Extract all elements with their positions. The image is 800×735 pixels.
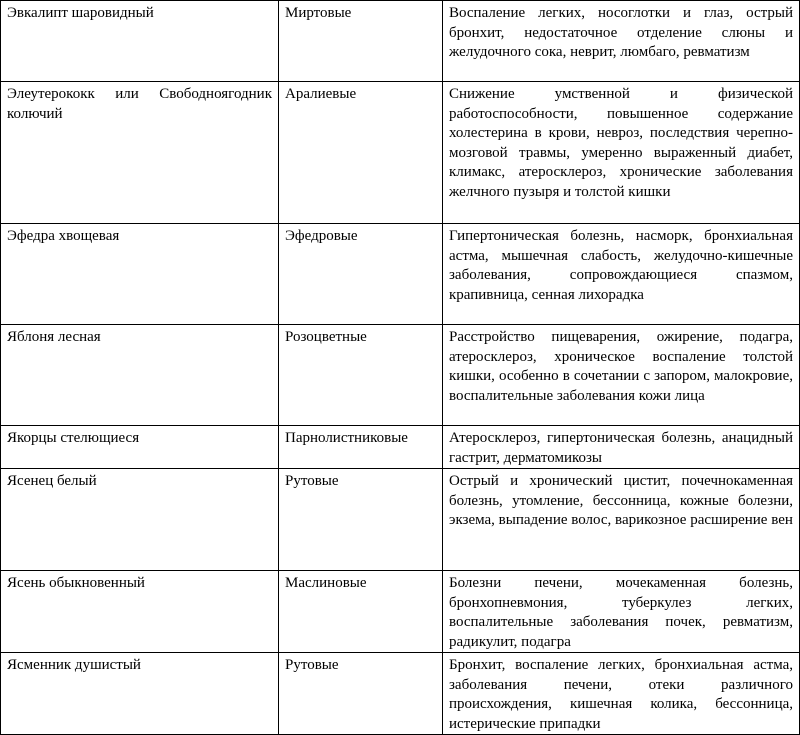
plant-family-cell: Аралиевые xyxy=(279,82,443,224)
plant-family-cell: Парнолистниковые xyxy=(279,426,443,469)
table-row xyxy=(1,82,800,224)
plant-name-cell: Элеутерококк или Свободноягодник колючий xyxy=(1,82,279,224)
indications-cell: Болезни печени, мочекаменная болезнь, бронхопневмония, туберкулез легких, воспалительные заболевания почек, ревматизм, радикулит, подагра xyxy=(443,571,800,653)
plant-name-cell: Яблоня лесная xyxy=(1,325,279,426)
plant-family-cell: Рутовые xyxy=(279,653,443,735)
table-row xyxy=(1,571,800,653)
plant-name-cell: Ясменник душистый xyxy=(1,653,279,735)
indications-cell: Расстройство пищеварения, ожирение, подагра, атеросклероз, хроническое воспаление толстой кишки, особенно в сочетании с запором, малокровие, воспалительные заболевания кожи лица xyxy=(443,325,800,426)
indications-cell: Атеросклероз, гипертоническая болезнь, анацидный гастрит, дерматомикозы xyxy=(443,426,800,469)
plant-family-cell: Миртовые xyxy=(279,1,443,82)
plant-family-cell: Рутовые xyxy=(279,469,443,571)
table-row xyxy=(1,1,800,82)
indications-cell: Бронхит, воспаление легких, бронхиальная астма, заболевания печени, отеки различного происхождения, кишечная колика, бессонница, истерические припадки xyxy=(443,653,800,735)
table-row xyxy=(1,426,800,469)
plant-family-cell: Эфедровые xyxy=(279,224,443,325)
plant-name-cell: Ясенец белый xyxy=(1,469,279,571)
plant-name-cell: Якорцы стелющиеся xyxy=(1,426,279,469)
indications-cell: Воспаление легких, носоглотки и глаз, острый бронхит, недостаточное отделение слюны и желудочного сока, неврит, люмбаго, ревматизм xyxy=(443,1,800,82)
table-row xyxy=(1,653,800,735)
table-row xyxy=(1,224,800,325)
indications-cell: Острый и хронический цистит, почечнокаменная болезнь, утомление, бессонница, кожные болезни, экзема, выпадение волос, варикозное расширение вен xyxy=(443,469,800,571)
indications-cell: Гипертоническая болезнь, насморк, бронхиальная астма, мышечная слабость, желудочно-кишечные заболевания, сопровождающиеся спазмом, крапивница, сенная лихорадка xyxy=(443,224,800,325)
plant-name-cell: Эфедра хвощевая xyxy=(1,224,279,325)
table-row xyxy=(1,469,800,571)
plant-name-cell: Ясень обыкновенный xyxy=(1,571,279,653)
plant-family-cell: Розоцветные xyxy=(279,325,443,426)
indications-cell: Снижение умственной и физической работоспособности, повышенное содержание холестерина в крови, невроз, последствия черепно-мозговой травмы, умеренно выраженный диабет, климакс, атеросклероз, хронические заболевания желчного пузыря и толстой кишки xyxy=(443,82,800,224)
plant-family-cell: Маслиновые xyxy=(279,571,443,653)
plant-name-cell: Эвкалипт шаровидный xyxy=(1,1,279,82)
table-row xyxy=(1,325,800,426)
